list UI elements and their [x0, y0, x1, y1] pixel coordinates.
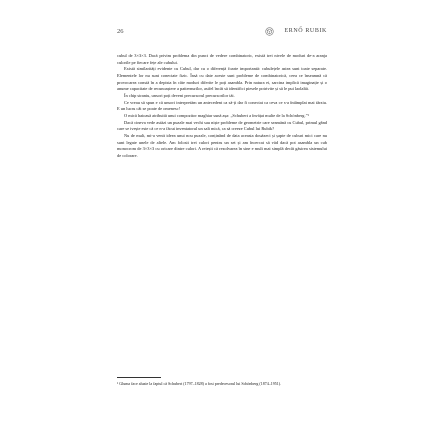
- paragraph: Nu de mult, mi-a venit ideea unui nou puzzle, conținând de data aceasta douăzeci și șapte de cuburi mici care nu sunt legate unele de altele. Am folosit trei culori pentru un set și am încercat să văd dacă pot asambla un cub monocrom de 3×3×3 cu oricare dintre culori. A reieșit că rezolvarea în sine e mult mai simplă decât găsirea sistemului de colorare.: [117, 132, 327, 158]
- paragraph: O mică haioasă atribuită unui compozitor maghiar sună așa: „Schubert a învățat multe de la Schönberg.”¹: [124, 112, 309, 118]
- body-text: [117, 53, 327, 160]
- footnote: ¹ Gluma face aluzie la faptul că Schubert (1797–1828) a fost predecesorul lui Schönberg (1874–1951).: [117, 381, 282, 386]
- page-number: 26: [117, 28, 124, 35]
- footnote-rule: [117, 377, 161, 378]
- cube-logo-icon: [265, 27, 274, 36]
- paragraph: Dacă cineva vede astăzi un puzzle mai vechi sau niște probleme de geometrie care seamănă cu Cubul, primul gând care se ivește este că ce n-a făcut inventatorul un salt mică, ca să creeze Cubul lui Rubik?: [117, 119, 327, 132]
- running-header: [117, 28, 327, 40]
- paragraph: cubul de 3×3×3. Dacă privim problema din punct de vedere combinatoric, există trei nivele de moduri de-a aranja culorile pe fiecare fețe ale cubului.: [117, 53, 327, 65]
- paragraph: În chip straniu, unsori poți deveni precursorul precursorilor tăi.: [124, 92, 235, 98]
- paragraph: Ce vreau să spun e că unsori interpretăm un antecedent ca să-ți dar fi conectat ca ceva ce s-a întâmplat mai târziu. E un lucru cât se poate de omenesc!: [117, 99, 327, 112]
- running-author: ERNŐ RUBIK: [284, 28, 327, 34]
- paragraph: Există similarități evidente cu Cubul, dar cu o diferență foarte importantă: cubulețele astea sunt toate separate. Elementele lor nu sunt conectate fizic. Însă cu date aceste sunt probleme de combinatorică, ceea ce înseamnă că provocarea constă în a depista în câte moduri diferite le poți asambla. Prin natura ei, sarcina implică imaginație și o anume capacitate de recunoaștere a patternurilor, astfel încât să identifici piesele potrivite și să le pui laolaltă.: [117, 66, 327, 92]
